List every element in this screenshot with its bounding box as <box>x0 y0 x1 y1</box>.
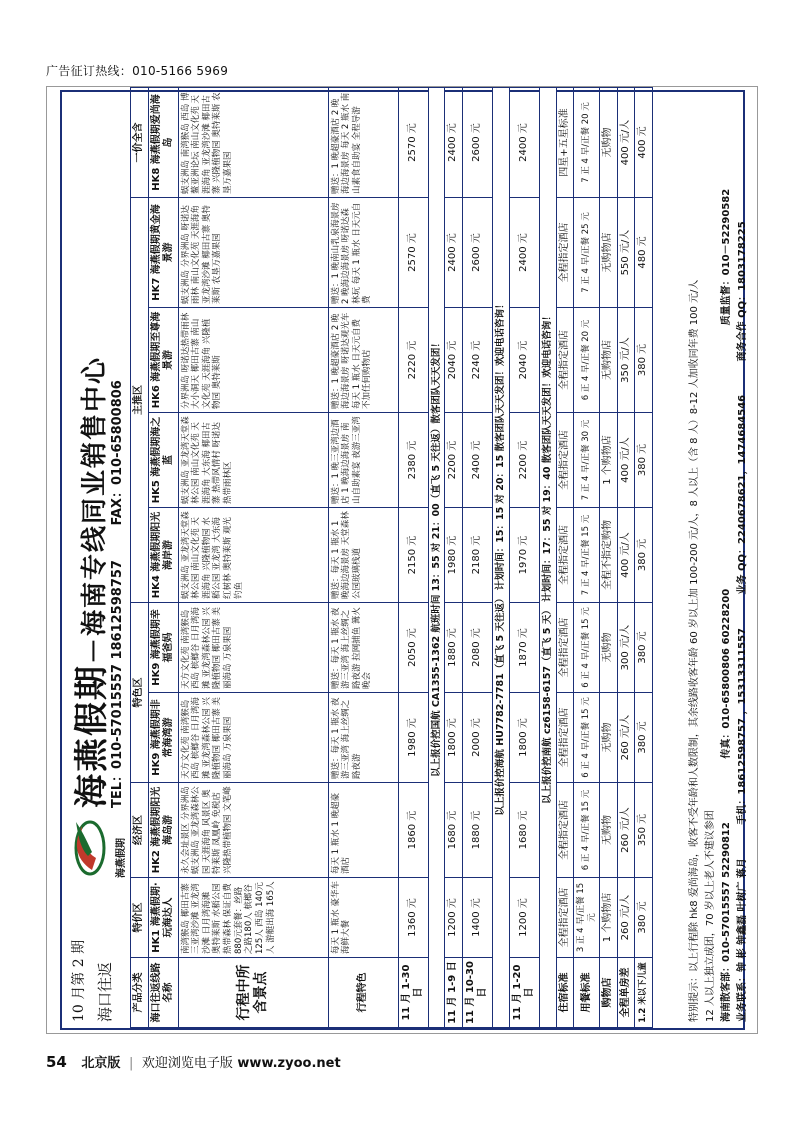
price-cell: 1680 元 <box>509 783 539 878</box>
standard-cell: 260 元/人 <box>617 783 635 878</box>
standard-label: 购物店 <box>600 958 618 1028</box>
contact-office: 海南散客部：010-57015557 52290812 <box>721 822 732 1022</box>
spots-cell: 蜈支洲岛 分界洲岛 呀诺达雨林 南山文化苑 天涯海角 亚龙湾沙滩 椰田古寨 奥特莱斯 农垦万嘉果园 <box>178 198 328 308</box>
standard-cell: 3 正 4 早/正餐 15 元 <box>574 878 600 958</box>
standard-cell: 7 正 4 早/正餐 30 元 <box>574 413 600 508</box>
category-cheap: 特价区 <box>131 878 149 958</box>
price-cell: 2400 元 <box>445 88 463 198</box>
quality-supervision: 质量监督：010－52290582 <box>721 188 732 326</box>
price-cell: 2400 元 <box>509 88 539 198</box>
standard-cell: 380 元 <box>635 878 653 958</box>
standard-cell: 无购物 <box>600 783 618 878</box>
feature-cell: 赠送：每天 1 瓶水 夜游三亚湾 海上丝绸之路夜游 <box>328 693 398 783</box>
price-cell: 2040 元 <box>445 308 463 413</box>
price-cell: 1800 元 <box>445 693 463 783</box>
product-name: HK8 海燕假期爱尚海岛 <box>148 88 178 198</box>
standard-row <box>617 88 635 1028</box>
route-label: 海口往返 <box>96 961 114 1022</box>
price-cell: 2400 元 <box>445 198 463 308</box>
standard-cell: 全程指定酒店 <box>556 308 574 413</box>
standard-label: 全程单房差 <box>617 958 635 1028</box>
spots-cell: 蜈支洲岛 南湾猴岛 西岛 博鳌亚洲论坛 南山文化苑 天涯海角 亚龙湾沙滩 椰田古寨 兴隆植物园 奥特莱斯 农垦万嘉果园 <box>178 88 328 198</box>
price-cell: 1880 元 <box>445 603 463 693</box>
standard-row <box>556 88 574 1028</box>
features-row <box>328 88 398 1028</box>
standard-cell: 380 元 <box>635 308 653 413</box>
price-date: 11 月 1-20 日 <box>509 958 539 1028</box>
category-header: 产品分类 <box>131 958 149 1028</box>
category-main: 主推区 <box>131 198 149 603</box>
feature-cell: 赠送：1 晚三亚湾边酒店 1 晚海边海景房 南山自助素宴 夜游三亚湾 <box>328 413 398 508</box>
standard-cell: 1 个购物店 <box>600 413 618 508</box>
browse-text: 欢迎浏览电子版 <box>141 1056 233 1071</box>
itinerary-sheet <box>60 90 748 1030</box>
feature-cell: 赠送：1 晚超豪酒店 2 晚海边海景房 呀诺达观光车 每天 1 瓶水 日天元自费 不加任何购物店 <box>328 308 398 413</box>
standard-cell: 300 元/人 <box>617 603 635 693</box>
product-name: HK5 海燕假期海之蓝 <box>148 413 178 508</box>
standard-cell: 400 元/人 <box>617 88 635 198</box>
standard-cell: 1 个购物店 <box>600 878 618 958</box>
price-date: 11 月 1-30 日 <box>398 958 428 1028</box>
standard-row <box>574 88 600 1028</box>
standard-label: 用餐标准 <box>574 958 600 1028</box>
price-cell: 1680 元 <box>445 783 463 878</box>
standard-cell: 全程不指定购物 <box>600 508 618 603</box>
price-cell: 1980 元 <box>398 693 428 783</box>
product-name: HK9 海燕假期幸福爸妈 <box>148 603 178 693</box>
issue-box <box>68 902 115 1022</box>
spots-cell: 蜈支洲岛 亚龙湾天堂森林公园 南山文化苑 天涯海角 大东海 椰田古寨 热带风情村 呀诺达热带雨林区 <box>178 413 328 508</box>
standard-cell: 无购物 <box>600 603 618 693</box>
route-header: 海口往返线路名称 <box>148 958 178 1028</box>
fax-number: FAX：010-65800806 <box>110 380 125 526</box>
product-name: HK1 海燕假期·玩海达人 <box>148 878 178 958</box>
price-cell: 1400 元 <box>462 878 492 958</box>
page-footer <box>46 1052 341 1071</box>
price-cell: 2400 元 <box>509 198 539 308</box>
spots-cell: 蜈支洲岛 亚龙湾天堂森林公园 南山文化苑 天涯海角 兴隆植物园 水稻公园 亚龙湾 大东海 红树林 奥特莱斯 观光钓鱼 <box>178 508 328 603</box>
contact-qq: 业务 QQ：2240678621，1474684546 <box>737 394 748 595</box>
itinerary-table <box>130 87 653 1028</box>
price-cell: 2570 元 <box>398 198 428 308</box>
standard-cell: 400 元/人 <box>617 413 635 508</box>
contact-people: 业务联系：钟 彬 钟鑫磊 叶树广 蒋月 <box>737 858 748 1022</box>
standard-cell: 6 正 4 早/正餐 15 元 <box>574 693 600 783</box>
swallow-logo-icon <box>68 818 108 878</box>
price-cell: 2570 元 <box>398 88 428 198</box>
ad-hotline: 广告征订热线：010-5166 5969 <box>46 64 229 78</box>
feature-cell: 每天 1 瓶水 豪华车 海鲜大餐 <box>328 878 398 958</box>
product-name: HK2 海燕假期阳光海岛游 <box>148 783 178 878</box>
standard-cell: 全程指定酒店 <box>556 413 574 508</box>
price-cell: 2200 元 <box>445 413 463 508</box>
flight-note: 以上报价控南航 cz6158-6157（直飞 5 天） 计划时间：17：55 对 19：40 散客团队天天发团！欢迎电话咨询！ <box>539 88 556 1028</box>
price-cell: 1200 元 <box>445 878 463 958</box>
edition-label: 北京版 <box>81 1056 121 1071</box>
issue-label: 10 月第 2 期 <box>71 939 87 1022</box>
price-cell: 1870 元 <box>509 603 539 693</box>
flight-note: 以上报价控国航 CA1355-1362 航班时间 13：55 对 21：00（直飞 5 天往返）散客团队天天发团！ <box>428 88 445 1028</box>
standard-cell: 380 元 <box>635 508 653 603</box>
business-qq: 商务合作 QQ：1803178225 <box>737 221 748 362</box>
feature-cell: 赠送：每天 1 瓶水 夜游三亚湾 海上丝绸之路夜游 拉网捕鱼 篝火晚会 <box>328 603 398 693</box>
category-allin: 一价全含 <box>131 88 149 198</box>
spots-cell: 天方文化苑 南湾猴岛 西岛 槟榔谷 日月湾海滩 亚龙湾森林公园 兴隆植物园 椰田古寨 美丽海岛 万泉果园 <box>178 693 328 783</box>
standard-cell: 四星+五星标准 <box>556 88 574 198</box>
standard-cell: 无购物店 <box>600 198 618 308</box>
contact-people-line <box>733 94 749 1022</box>
spots-row <box>178 88 328 1028</box>
standard-cell: 480 元 <box>635 198 653 308</box>
contact-office-line <box>717 94 733 1022</box>
website-link[interactable]: www.zyoo.net <box>237 1056 341 1071</box>
price-cell: 2240 元 <box>462 308 492 413</box>
price-cell: 1970 元 <box>509 508 539 603</box>
spots-cell: 永久会址景区 分界洲岛 蜈支洲岛 亚龙湾森林公园 天涯海角 风景区 奥特莱斯 凤凰岭 免税店 兴隆热带植物园 文笔峰 <box>178 783 328 878</box>
sheet-footer <box>682 88 748 1028</box>
main-title-brand: 海燕假期 <box>72 664 112 808</box>
standard-cell: 6 正 4 早/正餐 15 元 <box>574 603 600 693</box>
standard-cell: 380 元 <box>635 413 653 508</box>
standard-cell: 全程指定酒店 <box>556 783 574 878</box>
category-economy: 经济区 <box>131 783 149 878</box>
price-cell: 2040 元 <box>509 308 539 413</box>
price-cell: 2600 元 <box>462 198 492 308</box>
product-row <box>148 88 178 1028</box>
standard-cell: 7 正 4 早/正餐 20 元 <box>574 88 600 198</box>
feature-cell: 赠送：每天 1 瓶水 1 晚海边海景房 天堂森林公园玻璃栈道 <box>328 508 398 603</box>
standard-cell: 全程指定酒店 <box>556 508 574 603</box>
standard-cell: 400 元/人 <box>617 508 635 603</box>
main-title-sub: －海南专线同业销售中心 <box>80 355 110 664</box>
standard-cell: 400 元 <box>635 88 653 198</box>
price-row <box>462 88 492 1028</box>
standard-cell: 全程指定酒店 <box>556 693 574 783</box>
standard-cell: 350 元/人 <box>617 308 635 413</box>
spots-cell: 天方文化苑 南湾猴岛 西岛 槟榔谷 日月湾海滩 亚龙湾森林公园 兴隆植物园 椰田古寨 美丽海岛 万泉果园 <box>178 603 328 693</box>
price-date: 11 月 10-30 日 <box>462 958 492 1028</box>
special-tips-2: 12 人以上独立成团，70 岁以上老人不建议参团 <box>705 810 716 1022</box>
standard-cell: 6 正 4 早/正餐 15 元 <box>574 783 600 878</box>
standard-cell: 6 正 4 早/正餐 20 元 <box>574 308 600 413</box>
page-number: 54 <box>46 1053 67 1071</box>
price-cell: 2220 元 <box>398 308 428 413</box>
standard-cell: 380 元 <box>635 603 653 693</box>
tel-number: TEL：010-57015557 18612598757 <box>110 560 125 808</box>
product-name: HK6 海燕假期至尊海景游 <box>148 308 178 413</box>
standard-cell: 无购物店 <box>600 308 618 413</box>
standard-cell: 380 元 <box>635 693 653 783</box>
price-cell: 1800 元 <box>509 693 539 783</box>
price-cell: 1880 元 <box>462 783 492 878</box>
contact-line <box>106 380 125 808</box>
price-row <box>398 88 428 1028</box>
brand-name: 海燕假期 <box>116 838 127 878</box>
price-cell: 2000 元 <box>462 693 492 783</box>
standard-cell: 260 元/人 <box>617 878 635 958</box>
standard-cell: 260 元/人 <box>617 693 635 783</box>
footer-separator: | <box>128 1056 134 1071</box>
standard-cell: 无购物 <box>600 693 618 783</box>
price-cell: 2050 元 <box>398 603 428 693</box>
sheet-header <box>62 88 130 1028</box>
price-cell: 2400 元 <box>462 413 492 508</box>
flight-note-row <box>428 88 445 1028</box>
standard-cell: 7 正 4 早/正餐 15 元 <box>574 508 600 603</box>
standard-cell: 550 元/人 <box>617 198 635 308</box>
price-cell: 1980 元 <box>445 508 463 603</box>
standard-cell: 全程指定酒店 <box>556 878 574 958</box>
standard-label: 1.2 米以下儿童 <box>635 958 653 1028</box>
category-row <box>131 88 149 1028</box>
spots-label: 行程中所含景点 <box>178 958 328 1028</box>
standard-row <box>635 88 653 1028</box>
standard-cell: 350 元 <box>635 783 653 878</box>
standard-cell: 全程指定酒店 <box>556 198 574 308</box>
flight-note-row <box>539 88 556 1028</box>
standard-row <box>600 88 618 1028</box>
spots-cell: 南湾猴岛 椰田古寨 三亚湾沙滩 亚龙湾沙滩 日月湾海滩 奥特莱斯 水稻公园 热带森林 保证自费880元套餐：丝路之路180人 槟榔谷125人 西岛 140元人 游艇出海 165人 <box>178 878 328 958</box>
standard-cell: 无购物 <box>600 88 618 198</box>
price-cell: 2180 元 <box>462 508 492 603</box>
price-cell: 2600 元 <box>462 88 492 198</box>
rotated-table-holder <box>60 90 748 1030</box>
price-cell: 1200 元 <box>509 878 539 958</box>
product-name: HK7 海燕假期黄金海景游 <box>148 198 178 308</box>
price-cell: 1360 元 <box>398 878 428 958</box>
standard-label: 住宿标准 <box>556 958 574 1028</box>
flight-note-row <box>492 88 509 1028</box>
product-name: HK4 海燕假期阳光海岸游 <box>148 508 178 603</box>
feature-cell: 赠送：1 晚超豪酒店 2 晚海边海景房 每天 2 瓶水 南山素食自助宴 全程导游 <box>328 88 398 198</box>
price-row <box>445 88 463 1028</box>
price-cell: 2080 元 <box>462 603 492 693</box>
standard-cell: 全程指定酒店 <box>556 603 574 693</box>
feature-cell: 赠送：1 晚南山乳泉海景房 2 晚海边海景房 呀诺达森林玩 每天 1 瓶水 日天元自费 <box>328 198 398 308</box>
price-cell: 2150 元 <box>398 508 428 603</box>
flight-note: 以上报价控海航 HU7782-7781（直飞 5 天往返） 计划时间：15：15 对 20：15 散客团队天天发团！欢迎电话咨询！ <box>492 88 509 1028</box>
standard-cell: 7 正 4 早/正餐 25 元 <box>574 198 600 308</box>
features-label: 行程特色 <box>328 958 398 1028</box>
price-cell: 2380 元 <box>398 413 428 508</box>
price-date: 11 月 1-9 日 <box>445 958 463 1028</box>
price-row <box>509 88 539 1028</box>
feature-cell: 每天 1 瓶水 1 晚超豪酒店 <box>328 783 398 878</box>
product-name: HK9 海燕假期非常海湾游 <box>148 693 178 783</box>
price-cell: 1860 元 <box>398 783 428 878</box>
category-feature: 特色区 <box>131 603 149 783</box>
special-tips: 特别提示：以上行程除 hk8 爱尚海岛，收客不受年龄和人数限制，其余线路收客年龄 60 岁以上加 100-200 元/人，8 人以上（含 8 人）8-12 人加收同年费 100 元/人 <box>689 279 700 1022</box>
contact-mobile: 手机：18612598757 ，15313311557 <box>737 628 748 825</box>
contact-fax: 传真：010-65800806 60228200 <box>721 588 732 759</box>
price-cell: 2200 元 <box>509 413 539 508</box>
spots-cell: 分界洲岛 呀诺达热带雨林 大小洞天 椰田古寨 南山文化苑 天涯海角 兴隆植物园 奥特莱斯 <box>178 308 328 413</box>
